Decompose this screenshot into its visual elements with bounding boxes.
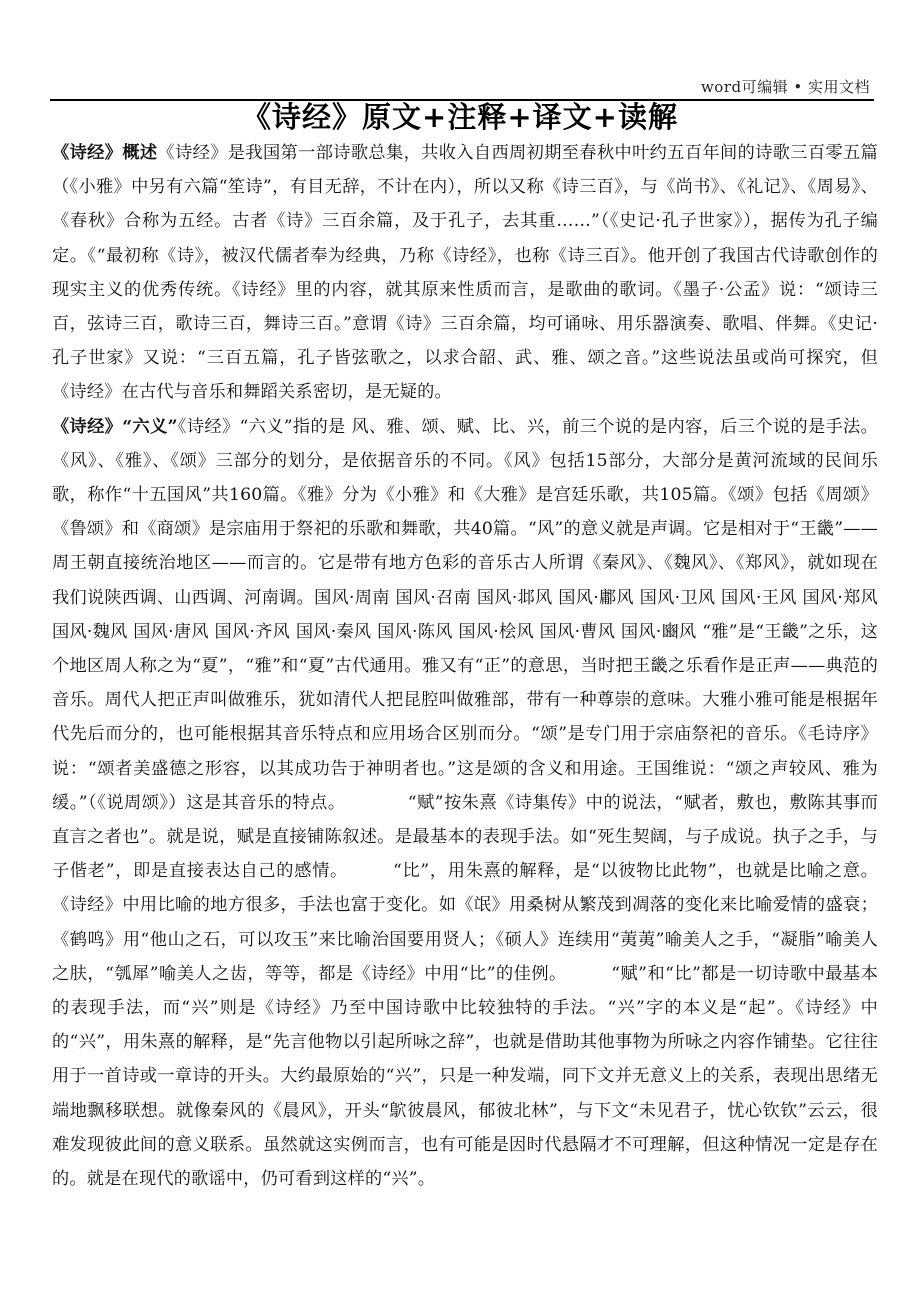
paragraph-overview bbox=[52, 136, 878, 410]
overview-heading: 《诗经》概述 bbox=[52, 143, 158, 163]
page-title: 《诗经》原文+注释+译文+读解 bbox=[242, 100, 678, 134]
header-note: word可编辑 • 实用文档 bbox=[700, 78, 870, 96]
overview-text: 《诗经》是我国第一部诗歌总集，共收入自西周初期至春秋中叶约五百年间的诗歌三百零五篇（《小雅》中另有六篇“笙诗”，有目无辞，不计在内），所以又称《诗三百》，与《尚书》、《礼记》、《周易》、《春秋》合称为五经。古者《诗》三百余篇，及于孔子，去其重……”（《史记·孔子世家》），据传为孔子编定。《“最初称《诗》，被汉代儒者奉为经典，乃称《诗经》，也称《诗三百》。他开创了我国古代诗歌创作的现实主义的优秀传统。《诗经》里的内容，就其原来性质而言，是歌曲的歌词。《墨子·公孟》说：“颂诗三百，弦诗三百，歌诗三百，舞诗三百。”意谓《诗》三百余篇，均可诵咏、用乐器演奏、歌唱、伴舞。《史记·孔子世家》又说：“三百五篇，孔子皆弦歌之，以求合韶、武、雅、颂之音。”这些说法虽或尚可探究，但《诗经》在古代与音乐和舞蹈关系密切，是无疑的。 bbox=[52, 143, 878, 403]
paragraph-six-principles bbox=[52, 410, 878, 1197]
six-principles-heading: 《诗经》“六义” bbox=[52, 416, 178, 437]
six-principles-text: 《诗经》“六义”指的是 风、雅、颂、赋、比、兴，前三个说的是内容，后三个说的是手法。《风》、《雅》、《颂》三部分的划分，是依据音乐的不同。《风》包括15部分，大部分是黄河流域的民间乐歌，称作“十五国风”共160篇。《雅》分为《小雅》和《大雅》是宫廷乐歌，共105篇。《颂》包括《周颂》《鲁颂》和《商颂》是宗庙用于祭祀的乐歌和舞歌，共40篇。“风”的意义就是声调。它是相对于“王畿”——周王朝直接统治地区——而言的。它是带有地方色彩的音乐古人所谓《秦风》、《魏风》、《郑风》，就如现在我们说陕西调、山西调、河南调。国风·周南 国风·召南 国风·邶风 国风·鄘风 国风·卫风 国风·王风 国风·郑风 国风·魏风 国风·唐风 国风·齐风 国风·秦风 国风·陈风 国风·桧风 国风·曹风 国风·豳风 “雅”是“王畿”之乐，这个地区周人称之为“夏”，“雅”和“夏”古代通用。雅又有“正”的意思，当时把王畿之乐看作是正声——典范的音乐。周代人把正声叫做雅乐，犹如清代人把昆腔叫做雅部，带有一种尊崇的意味。大雅小雅可能是根据年代先后而分的，也可能根据其音乐特点和应用场合区别而分。“颂”是专门用于宗庙祭祀的音乐。《毛诗序》说：“颂者美盛德之形容，以其成功告于神明者也。”这是颂的含义和用途。王国维说：“颂之声较风、雅为缓。”（《说周颂》）这是其音乐的特点。 “赋”按朱熹《诗集传》中的说法，“赋者，敷也，敷陈其事而直言之者也”。就是说，赋是直接铺陈叙述。是最基本的表现手法。如“死生契阔，与子成说。执子之手，与子偕老”，即是直接表达自己的感情。 “比”，用朱熹的解释，是“以彼物比此物”，也就是比喻之意。《诗经》中用比喻的地方很多，手法也富于变化。如《氓》用桑树从繁茂到凋落的变化来比喻爱情的盛衰；《鹤鸣》用“他山之石，可以攻玉”来比喻治国要用贤人；《硕人》连续用“荑荑”喻美人之手，“凝脂”喻美人之肤，“瓠犀”喻美人之齿，等等，都是《诗经》中用“比”的佳例。 “赋”和“比”都是一切诗歌中最基本的表现手法，而“兴”则是《诗经》乃至中国诗歌中比较独特的手法。“兴”字的本义是“起”。《诗经》中的“兴”，用朱熹的解释，是“先言他物以引起所咏之辞”，也就是借助其他事物为所咏之内容作铺垫。它往往用于一首诗或一章诗的开头。大约最原始的“兴”，只是一种发端，同下文并无意义上的关系，表现出思绪无端地飘移联想。就像秦风的《晨风》，开头“鴥彼晨风，郁彼北林”，与下文“未见君子，忧心钦钦”云云，很难发现彼此间的意义联系。虽然就这实例而言，也有可能是因时代悬隔才不可理解，但这种情况一定是存在的。就是在现代的歌谣中，仍可看到这样的“兴”。 bbox=[52, 416, 879, 1190]
body-text bbox=[52, 136, 878, 1196]
